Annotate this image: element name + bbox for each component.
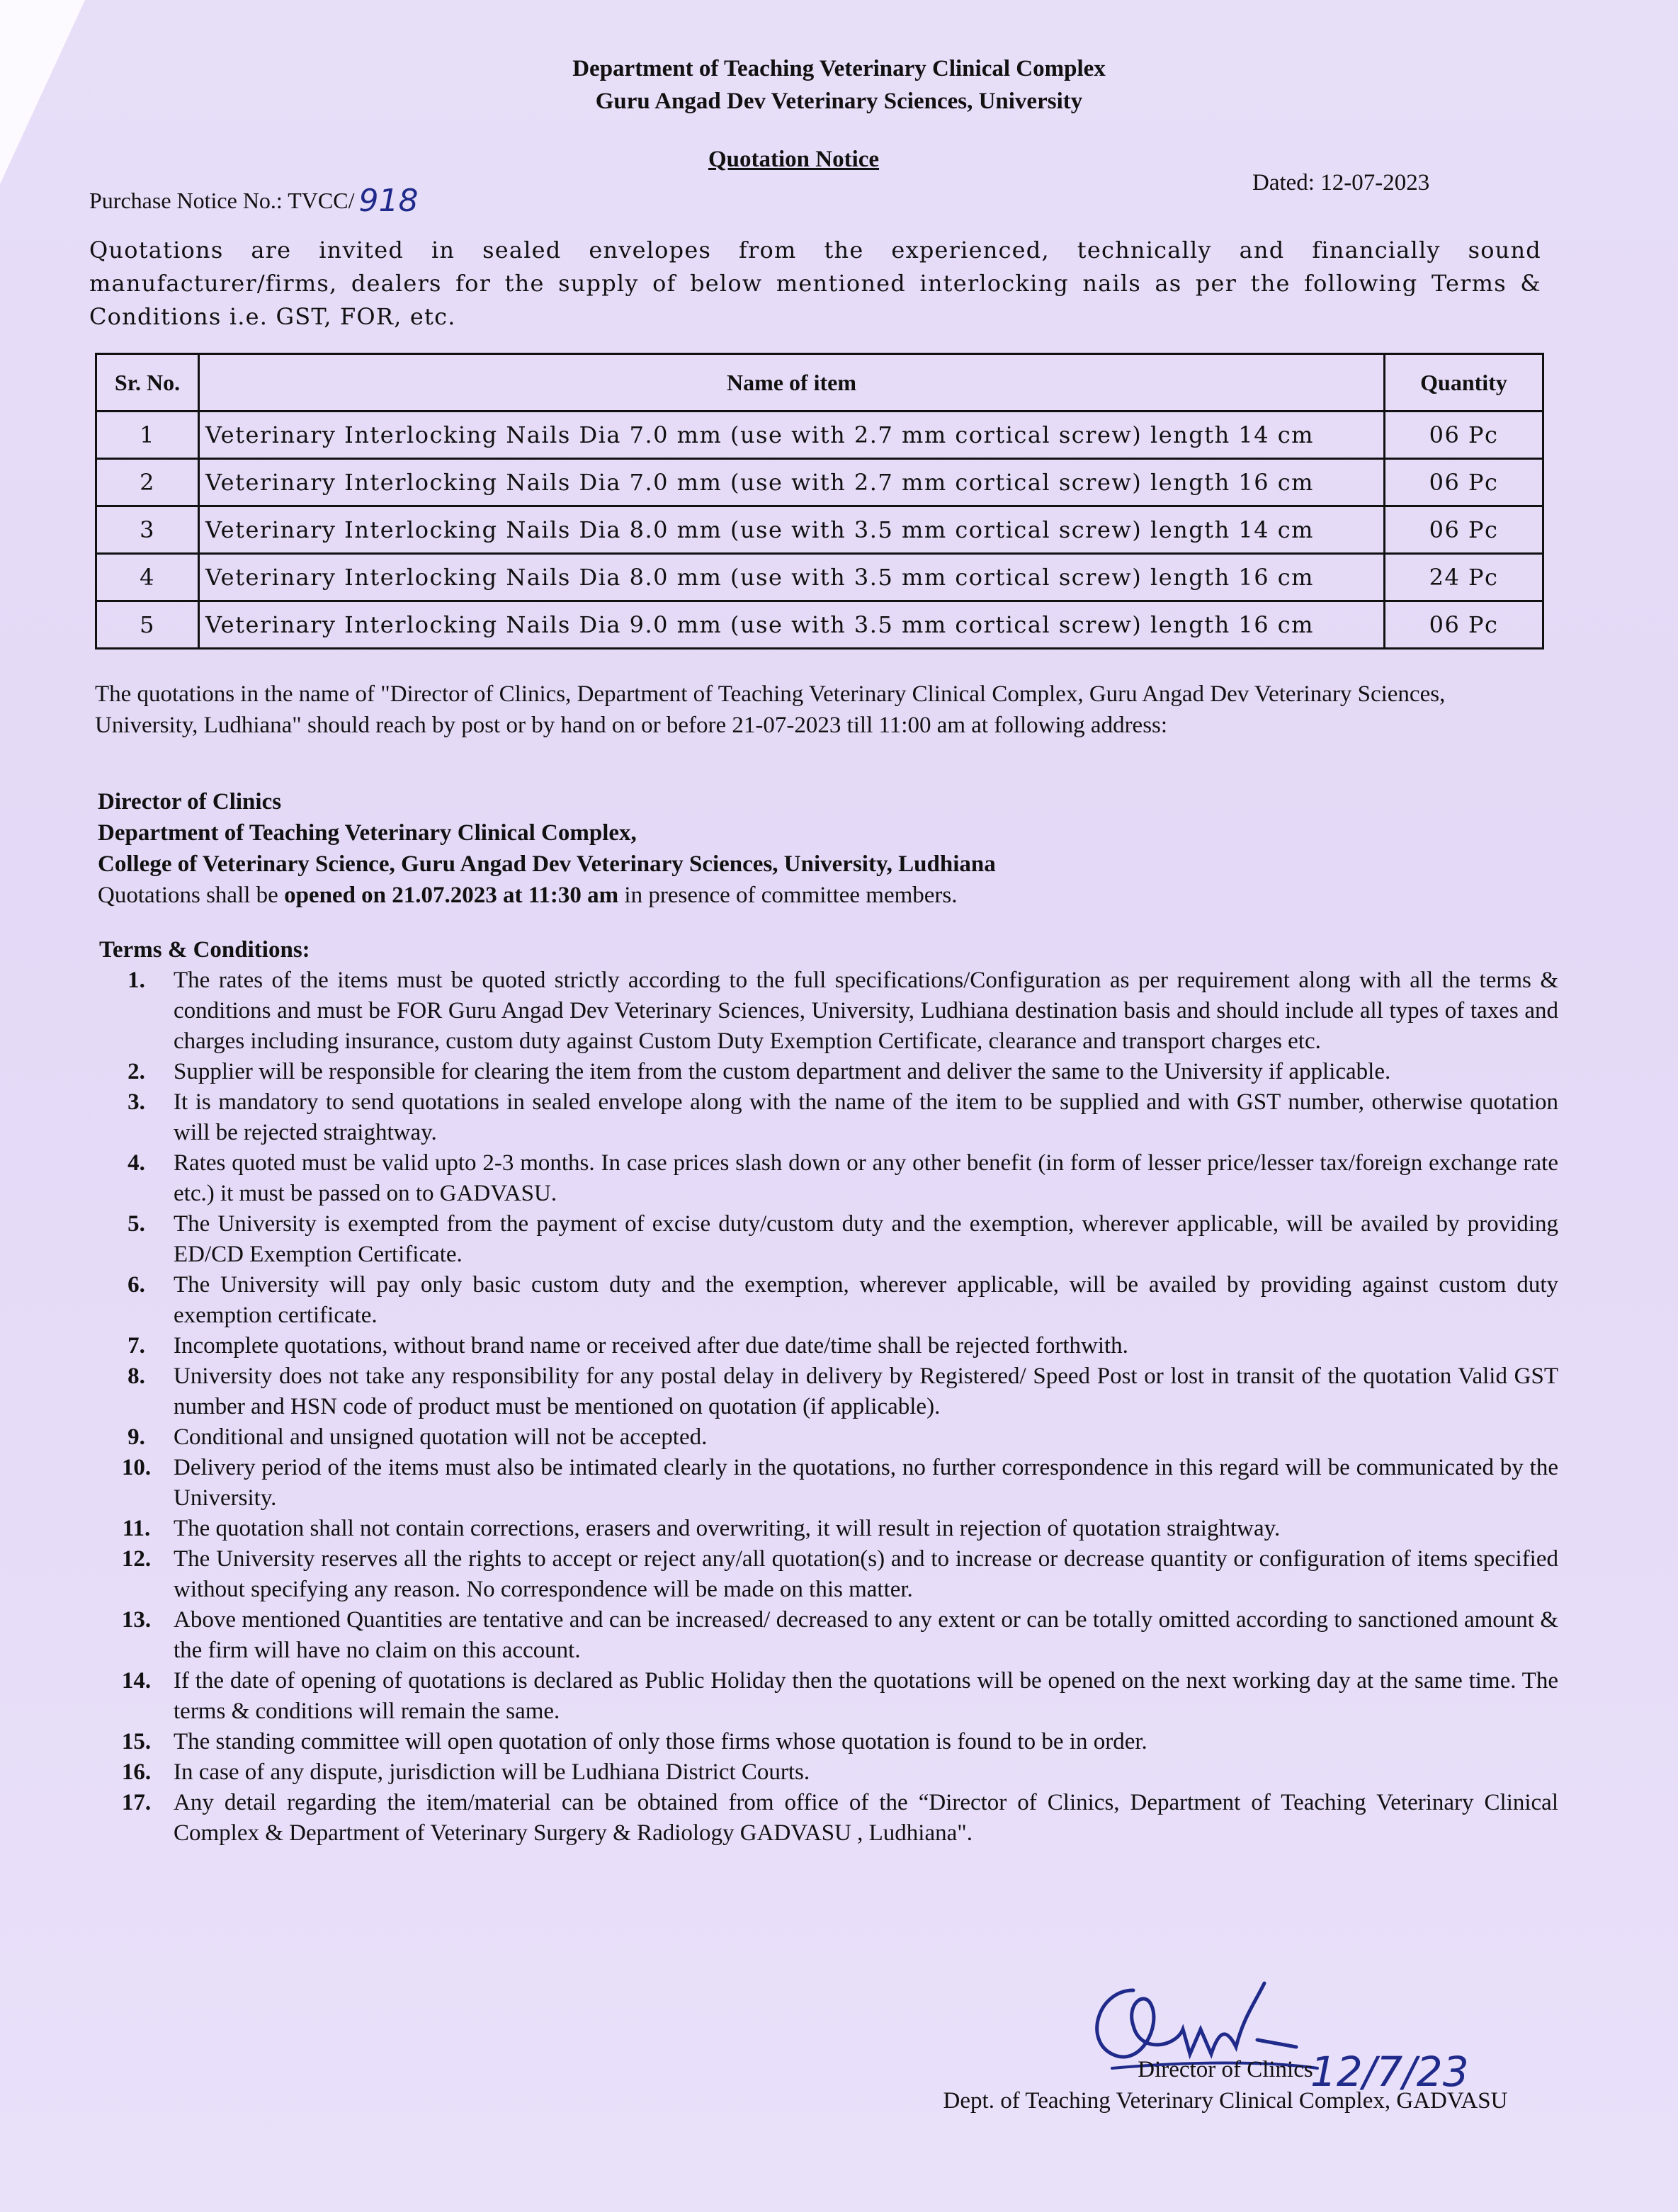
term-text: Any detail regarding the item/material can be obtained from office of the “Director of Clinics, Department of Teaching Veterinary Clinical Complex & Department of Veterinary Surgery & Radiology GADVASU , Ludhiana". xyxy=(174,1790,1558,1846)
row-item-name: Veterinary Interlocking Nails Dia 8.0 mm (use with 3.5 mm cortical screw) length 16 cm xyxy=(199,554,1385,601)
term-number: 12. xyxy=(121,1546,152,1572)
handwritten-notice-number: 918 xyxy=(358,183,419,219)
signatory-block xyxy=(914,2054,1537,2116)
term-text: The University will pay only basic custom duty and the exemption, wherever applicable, will be availed by providing against custom duty exemption certificate. xyxy=(174,1272,1558,1328)
term-item xyxy=(99,1422,1558,1453)
term-item xyxy=(99,1605,1558,1666)
term-number: 4. xyxy=(127,1150,145,1176)
row-quantity: 06 Pc xyxy=(1385,506,1543,554)
term-text: Rates quoted must be valid upto 2-3 months. In case prices slash down or any other benefit (in form of lesser price/lesser tax/foreign exchange rate etc.) it must be passed on to GADVASU. xyxy=(174,1150,1558,1206)
term-text: Above mentioned Quantities are tentative and can be increased/ decreased to any extent or can be totally omitted according to sanctioned amount & the firm will have no claim on this account. xyxy=(174,1607,1558,1663)
table-row xyxy=(96,506,1543,554)
term-text: The University reserves all the rights to accept or reject any/all quotation(s) and to increase or decrease quantity or configuration of items specified without specifying any reason. No correspondence will be made on this matter. xyxy=(174,1546,1558,1602)
term-number: 5. xyxy=(127,1211,145,1237)
term-text: Delivery period of the items must also be intimated clearly in the quotations, no further correspondence in this regard will be communicated by the University. xyxy=(174,1455,1558,1511)
signature-date: 12/7/23 xyxy=(1310,2048,1469,2096)
term-number: 11. xyxy=(122,1516,151,1541)
table-header-row xyxy=(96,354,1543,412)
term-item xyxy=(99,1361,1558,1422)
term-number: 17. xyxy=(121,1790,152,1815)
term-number: 7. xyxy=(127,1333,145,1359)
row-sr-no: 1 xyxy=(96,412,199,459)
row-sr-no: 4 xyxy=(96,554,199,601)
header-quantity: Quantity xyxy=(1385,354,1543,412)
term-item xyxy=(99,1727,1558,1757)
term-item xyxy=(99,1148,1558,1209)
row-sr-no: 3 xyxy=(96,506,199,554)
term-number: 8. xyxy=(127,1363,145,1389)
opening-line xyxy=(98,880,996,911)
row-quantity: 06 Pc xyxy=(1385,601,1543,649)
row-item-name: Veterinary Interlocking Nails Dia 7.0 mm (use with 2.7 mm cortical screw) length 16 cm xyxy=(199,459,1385,506)
term-text: It is mandatory to send quotations in sealed envelope along with the name of the item to be supplied and with GST number, otherwise quotation will be rejected straightway. xyxy=(174,1089,1558,1145)
items-table xyxy=(95,353,1544,650)
row-quantity: 06 Pc xyxy=(1385,459,1543,506)
signatory-dept: Dept. of Teaching Veterinary Clinical Complex, GADVASU xyxy=(943,2088,1508,2114)
purchase-notice-label: Purchase Notice No.: TVCC/ xyxy=(89,188,355,213)
notice-title: Quotation Notice xyxy=(708,147,880,172)
term-item xyxy=(99,1331,1558,1361)
header-sr-no: Sr. No. xyxy=(96,354,199,412)
term-number: 14. xyxy=(121,1668,152,1694)
address-line-3: College of Veterinary Science, Guru Angad Dev Veterinary Sciences, University, Ludhiana xyxy=(98,851,996,877)
header-item-name: Name of item xyxy=(199,354,1385,412)
term-number: 9. xyxy=(127,1424,145,1450)
term-item xyxy=(99,1788,1558,1849)
terms-section xyxy=(99,935,1558,1849)
term-item xyxy=(99,1087,1558,1148)
term-text: In case of any dispute, jurisdiction will be Ludhiana District Courts. xyxy=(174,1759,810,1785)
term-item xyxy=(99,1757,1558,1788)
term-item xyxy=(99,1544,1558,1605)
term-text: The rates of the items must be quoted strictly according to the full specifications/Configuration as per requirement along with all the terms & conditions and must be FOR Guru Angad Dev Veterinary Sciences, University, Ludhiana destination basis and should include all types of taxes and charges including insurance, custom duty against Custom Duty Exemption Certificate, clearance and transport charges etc. xyxy=(174,968,1558,1054)
row-sr-no: 2 xyxy=(96,459,199,506)
submission-paragraph: The quotations in the name of "Director of Clinics, Department of Teaching Veterinary Clinical Complex, Guru Angad Dev Veterinary Sciences, University, Ludhiana" should reach by post or by hand on or before 21-07-2023 till 11:00 am at following address: xyxy=(95,681,1446,738)
term-number: 13. xyxy=(121,1607,152,1633)
term-number: 2. xyxy=(127,1059,145,1084)
term-number: 6. xyxy=(127,1272,145,1298)
term-text: The quotation shall not contain corrections, erasers and overwriting, it will result in rejection of quotation straightway. xyxy=(174,1516,1281,1541)
term-number: 10. xyxy=(121,1455,152,1480)
term-number: 15. xyxy=(121,1729,152,1754)
table-row xyxy=(96,459,1543,506)
term-text: The University is exempted from the payment of excise duty/custom duty and the exemption, wherever applicable, will be availed by providing ED/CD Exemption Certificate. xyxy=(174,1211,1558,1267)
header-line-1: Department of Teaching Veterinary Clinical Complex xyxy=(572,56,1106,81)
term-number: 1. xyxy=(127,968,145,993)
table-row xyxy=(96,601,1543,649)
term-item xyxy=(99,1270,1558,1331)
address-block xyxy=(98,786,996,911)
term-item xyxy=(99,1666,1558,1727)
address-line-1: Director of Clinics xyxy=(98,789,282,815)
term-text: Supplier will be responsible for clearing the item from the custom department and deliver the same to the University if applicable. xyxy=(174,1059,1391,1084)
table-row xyxy=(96,554,1543,601)
term-item xyxy=(99,1514,1558,1544)
notice-date: Dated: 12-07-2023 xyxy=(1252,170,1430,195)
table-row xyxy=(96,412,1543,459)
term-item xyxy=(99,1209,1558,1270)
term-item xyxy=(99,1453,1558,1514)
signatory-title: Director of Clinics xyxy=(1138,2057,1313,2082)
row-item-name: Veterinary Interlocking Nails Dia 9.0 mm (use with 3.5 mm cortical screw) length 16 cm xyxy=(199,601,1385,649)
intro-paragraph: Quotations are invited in sealed envelopes from the experienced, technically and financially sound manufacturer/firms, dealers for the supply of below mentioned interlocking nails as per the following Terms & Conditions i.e. GST, FOR, etc. xyxy=(89,237,1541,330)
row-quantity: 24 Pc xyxy=(1385,554,1543,601)
purchase-notice-number xyxy=(89,183,418,219)
term-text: The standing committee will open quotation of only those firms whose quotation is found to be in order. xyxy=(174,1729,1147,1754)
document-header xyxy=(0,52,1678,118)
opening-suffix: in presence of committee members. xyxy=(618,883,958,908)
term-number: 16. xyxy=(121,1759,152,1785)
term-text: Conditional and unsigned quotation will not be accepted. xyxy=(174,1424,708,1450)
address-line-2: Department of Teaching Veterinary Clinical Complex, xyxy=(98,820,637,846)
row-sr-no: 5 xyxy=(96,601,199,649)
term-number: 3. xyxy=(127,1089,145,1115)
term-text: If the date of opening of quotations is declared as Public Holiday then the quotations will be opened on the next working day at the same time. The terms & conditions will remain the same. xyxy=(174,1668,1558,1724)
opening-date: opened on 21.07.2023 at 11:30 am xyxy=(284,883,619,908)
header-line-2: Guru Angad Dev Veterinary Sciences, University xyxy=(595,89,1083,114)
row-item-name: Veterinary Interlocking Nails Dia 8.0 mm (use with 3.5 mm cortical screw) length 14 cm xyxy=(199,506,1385,554)
row-quantity: 06 Pc xyxy=(1385,412,1543,459)
opening-prefix: Quotations shall be xyxy=(98,883,285,908)
terms-heading: Terms & Conditions: xyxy=(99,937,310,963)
term-item xyxy=(99,1057,1558,1087)
term-item xyxy=(99,965,1558,1057)
term-text: Incomplete quotations, without brand name or received after due date/time shall be rejected forthwith. xyxy=(174,1333,1128,1359)
row-item-name: Veterinary Interlocking Nails Dia 7.0 mm (use with 2.7 mm cortical screw) length 14 cm xyxy=(199,412,1385,459)
term-text: University does not take any responsibility for any postal delay in delivery by Registered/ Speed Post or lost in transit of the quotation Valid GST number and HSN code of product must be mentioned on quotation (if applicable). xyxy=(174,1363,1558,1419)
